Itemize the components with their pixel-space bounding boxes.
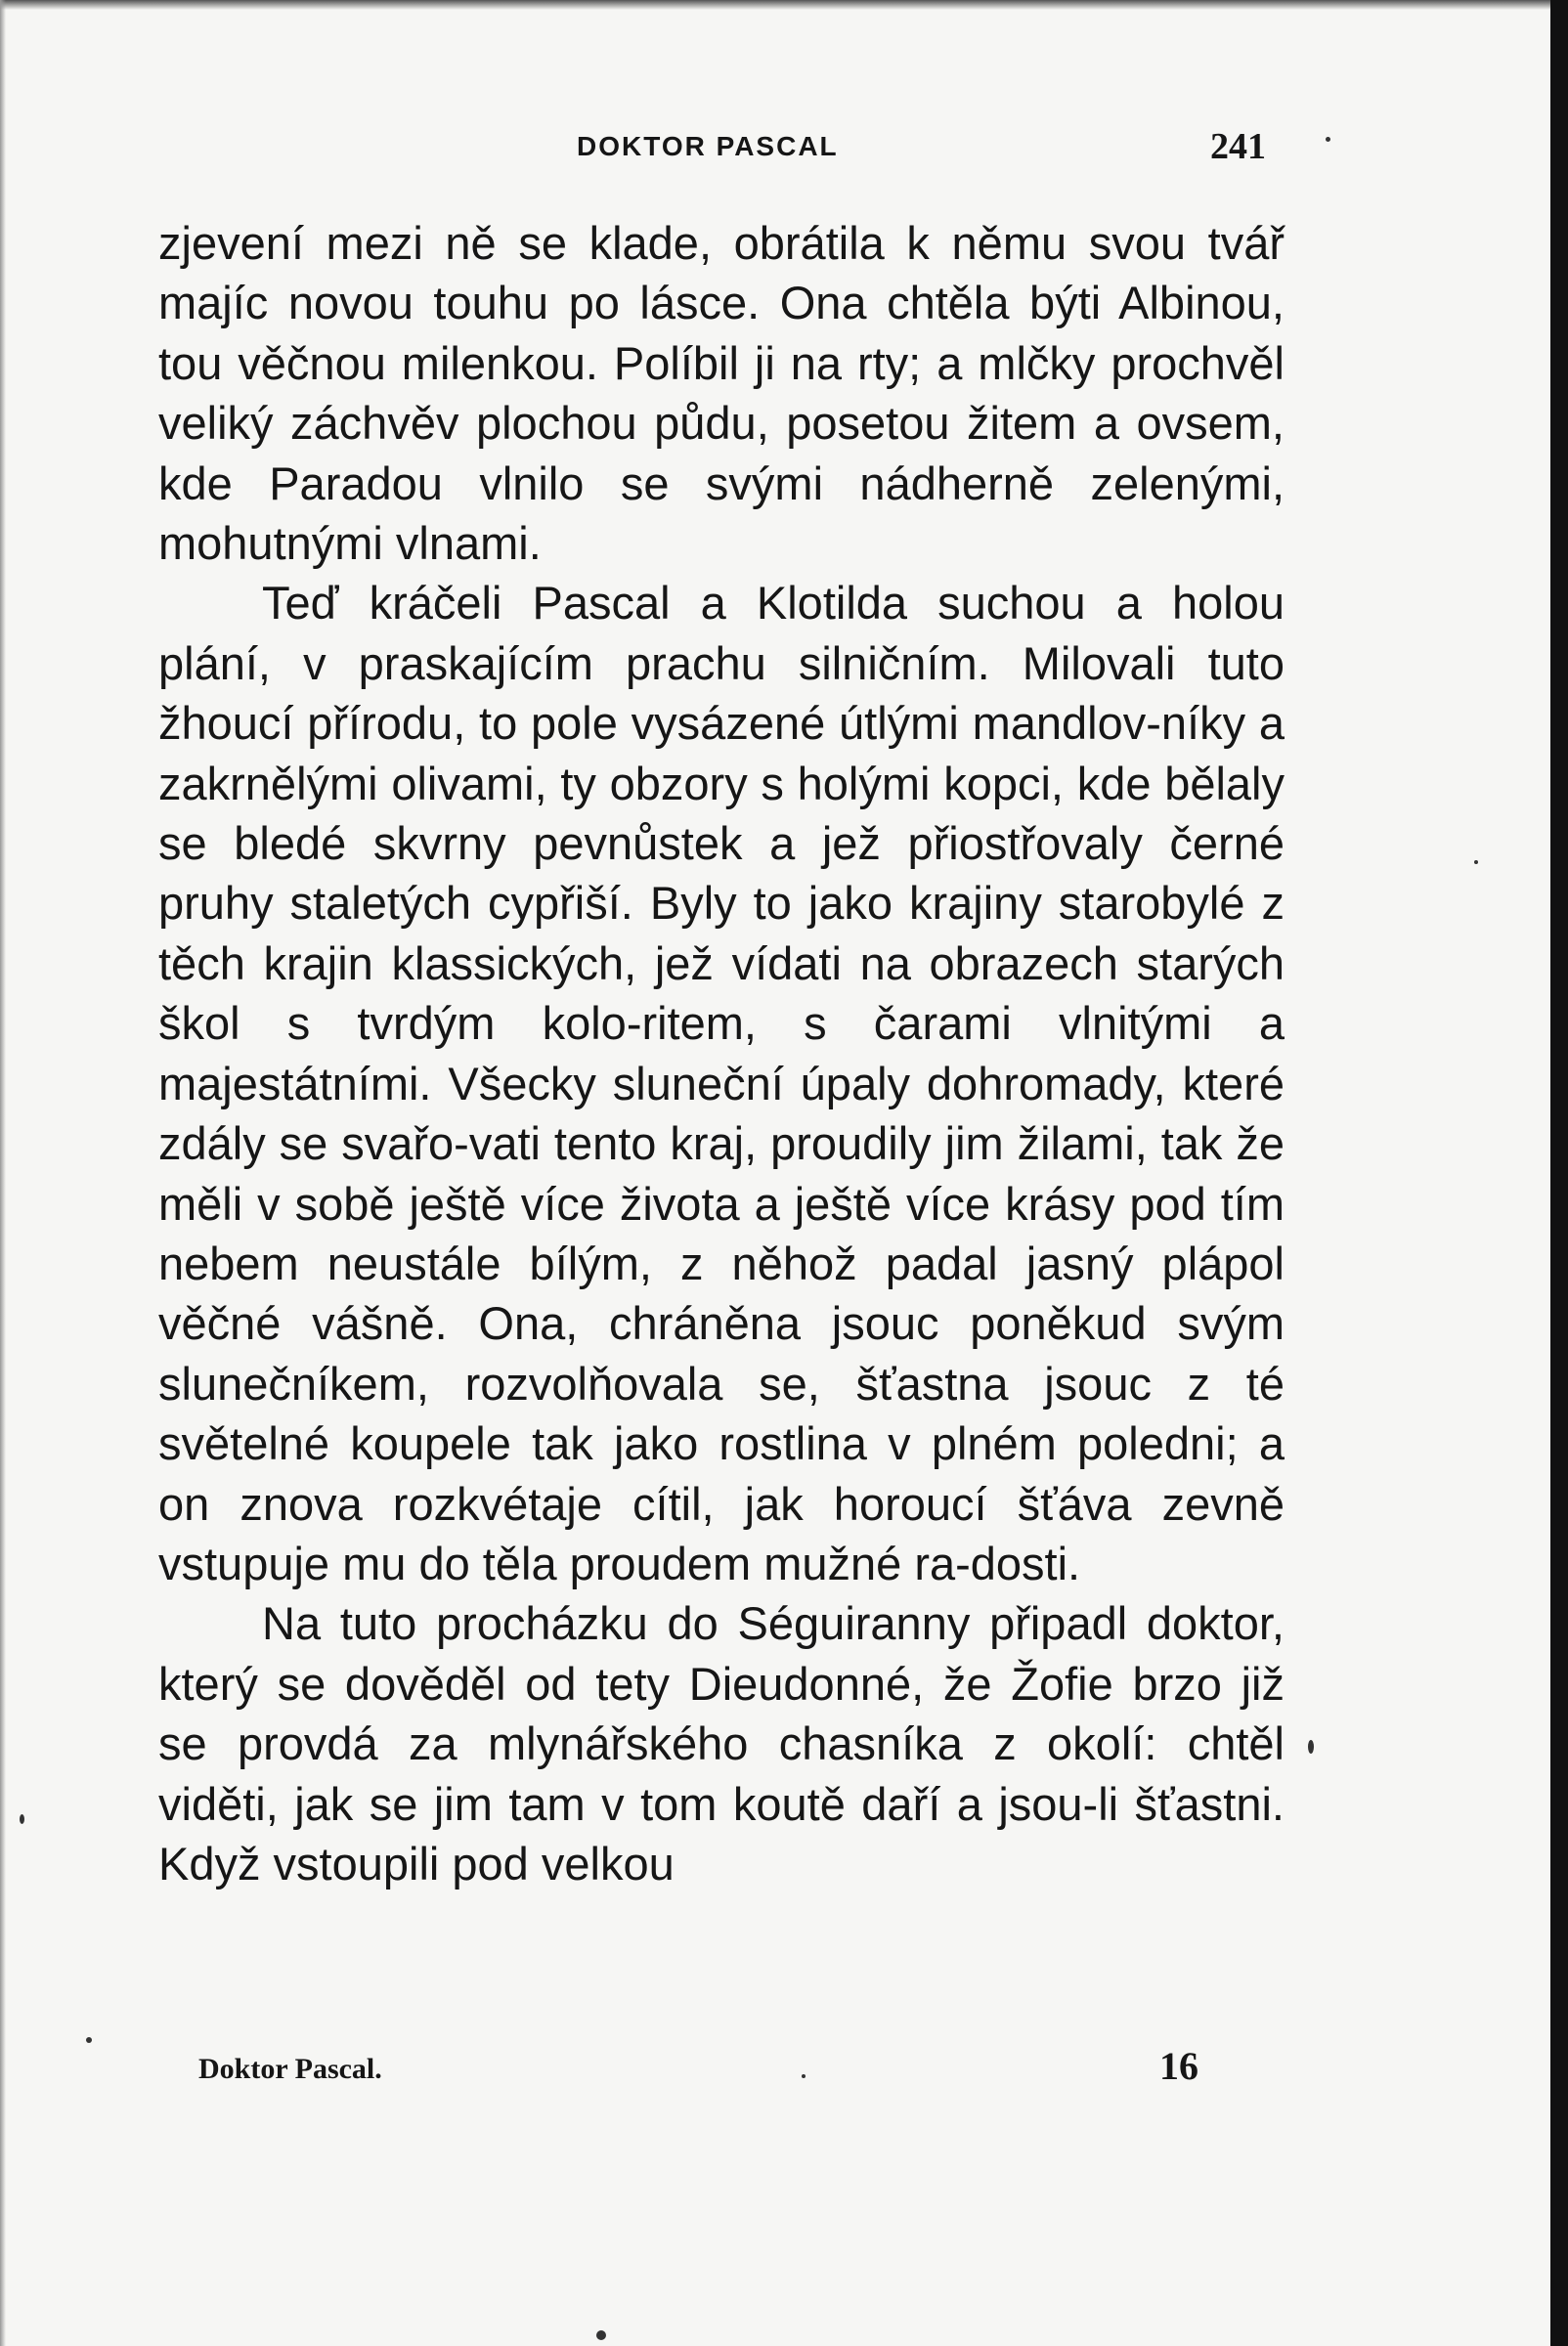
scan-edge-top	[0, 0, 1568, 10]
signature-mark: Doktor Pascal.	[198, 2053, 382, 2085]
paragraph-1: zjevení mezi ně se klade, obrátila k němu svou tvář majíc novou touhu po lásce. Ona chtěla býti Albinou, tou věčnou milenkou. Políbil ji na rty; a mlčky prochvěl veliký záchvěv plochou půdu, posetou žitem a ovsem, kde Paradou vlnilo se svými nádherně zelenými, mohutnými vlnami.	[158, 217, 1285, 570]
scan-speck	[802, 2074, 806, 2078]
body-text	[158, 213, 1285, 1893]
running-head-title: DOKTOR PASCAL	[577, 131, 839, 161]
page-number: 241	[1210, 126, 1266, 167]
sheet-number: 16	[1159, 2044, 1198, 2088]
paragraph-2: Teď kráčeli Pascal a Klotilda suchou a holou plání, v praskajícím prachu silničním. Milovali tuto žhoucí přírodu, to pole vysázené útlými mandlov-níky a zakrnělými olivami, ty obzory s holými kopci, kde bělaly se bledé skvrny pevnůstek a jež přiostřovaly černé pruhy staletých cypřiší. Byly to jako krajiny starobylé z těch krajin klassických, jež vídati na obrazech starých škol s tvrdým kolo-ritem, s čarami vlnitými a majestátními. Všecky sluneční úpaly dohromady, které zdály se svařo-vati tento kraj, proudily jim žilami, tak že měli v sobě ještě více života a ještě více krásy pod tím nebem neustále bílým, z něhož padal jasný plápol věčné vášně. Ona, chráněna jsouc poněkud svým slunečníkem, rozvolňovala se, šťastna jsouc z té světelné koupele tak jako rostlina v plném poledni; a on znova rozkvétaje cítil, jak horoucí šťáva zevně vstupuje mu do těla proudem mužné ra-dosti.	[158, 577, 1285, 1589]
running-head	[0, 125, 1568, 167]
scan-edge-right	[1550, 0, 1568, 2346]
scan-speck	[20, 1814, 24, 1824]
page-footer	[0, 2043, 1568, 2092]
scan-speck	[1474, 860, 1478, 864]
scan-speck	[86, 2037, 92, 2043]
scan-edge-left	[0, 0, 6, 2346]
paragraph-3: Na tuto procházku do Séguiranny připadl doktor, který se dověděl od tety Dieudonné, že Žofie brzo již se provdá za mlynářského chasníka z okolí: chtěl viděti, jak se jim tam v tom koutě daří a jsou-li šťastni. Když vstoupili pod velkou	[158, 1597, 1285, 1890]
scan-speck	[596, 2330, 606, 2340]
scan-speck	[1308, 1740, 1314, 1754]
scan-speck	[1326, 137, 1330, 142]
